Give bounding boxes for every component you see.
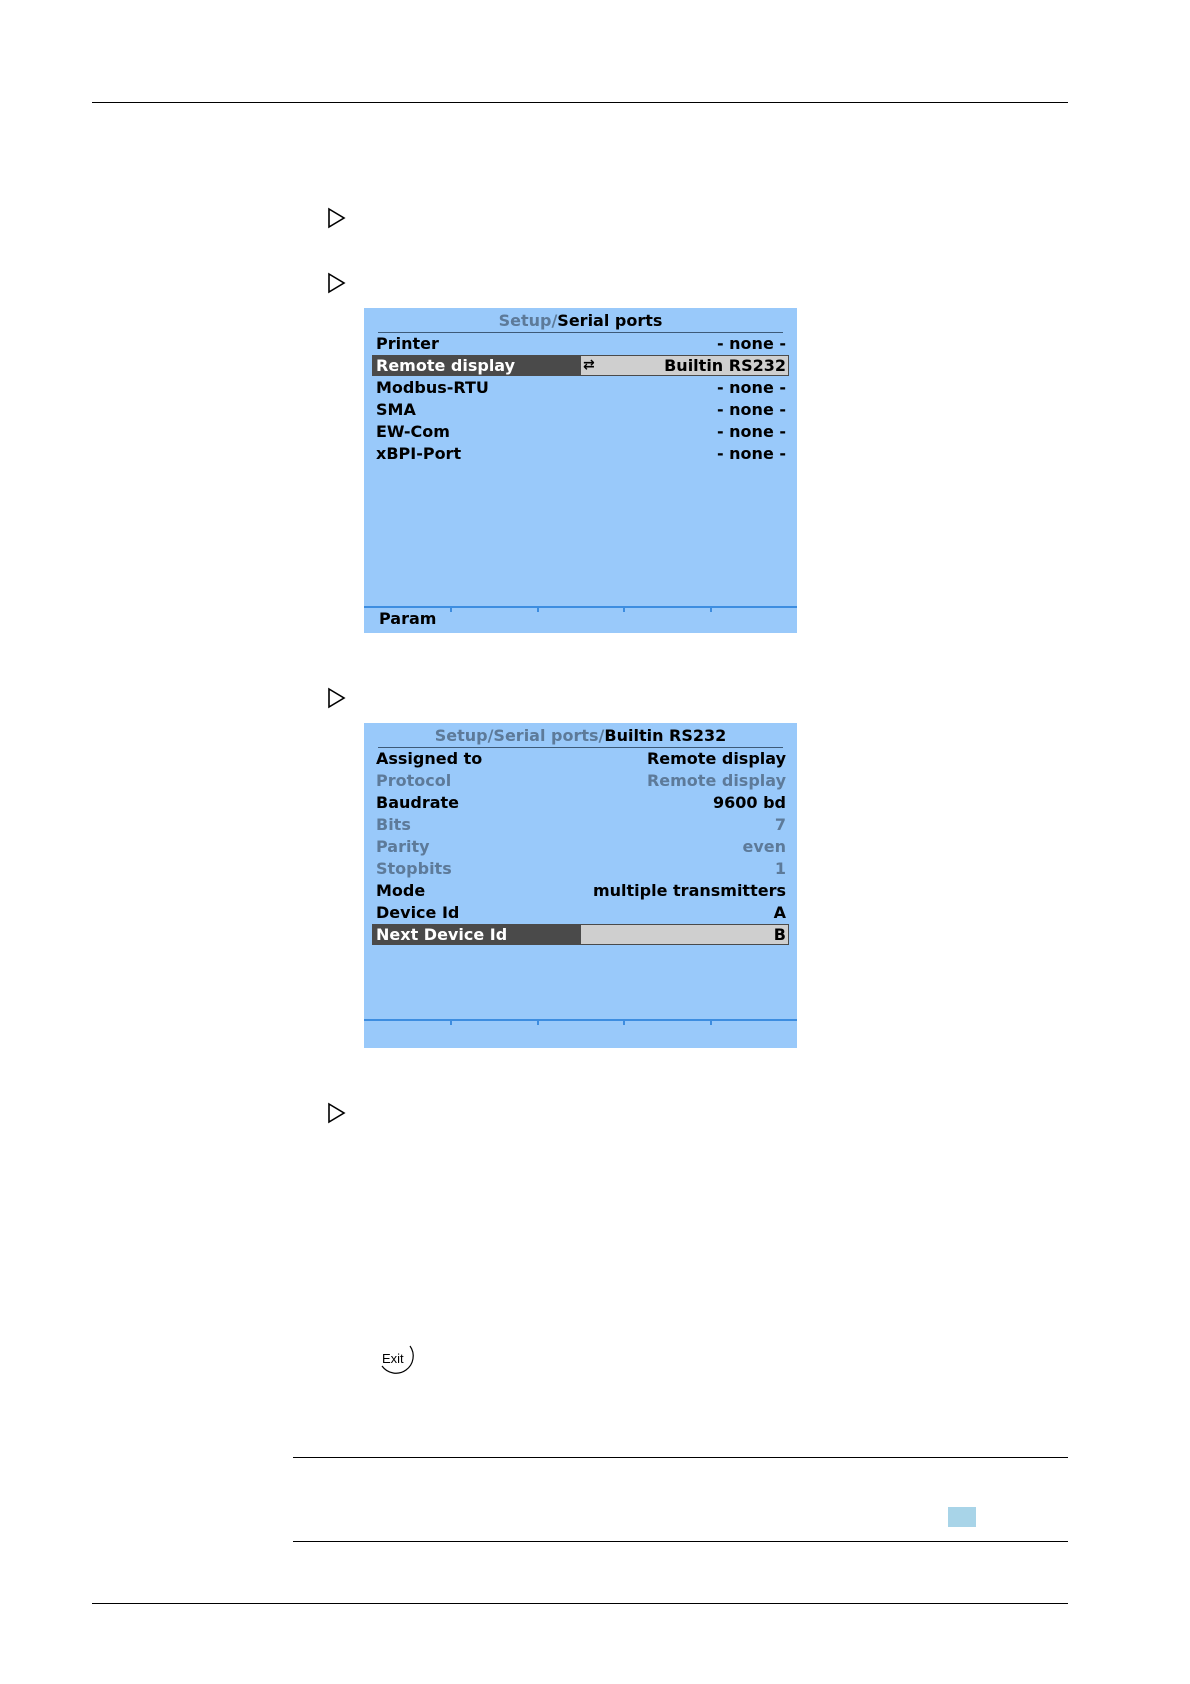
softkey-bar	[364, 606, 797, 608]
row-value: multiple transmitters	[592, 881, 786, 900]
title-current: Serial ports	[557, 311, 663, 330]
row-label: Stopbits	[376, 859, 452, 878]
softkey-divider	[450, 1019, 452, 1025]
row-value: - none -	[716, 334, 786, 353]
note-rule-bottom	[293, 1541, 1068, 1542]
softkey-divider	[623, 1019, 625, 1025]
footer-rule	[92, 1603, 1068, 1604]
param-row-protocol	[372, 770, 789, 791]
row-value: 9600 bd	[712, 793, 786, 812]
param-row-device-id[interactable]	[372, 902, 789, 923]
row-value: - none -	[716, 378, 786, 397]
note-marker	[948, 1507, 976, 1527]
row-label: Next Device Id	[376, 925, 508, 944]
row-label: SMA	[376, 400, 416, 419]
row-label: Printer	[376, 334, 439, 353]
title-path: Setup/Serial ports/	[434, 726, 605, 745]
row-value: even	[742, 837, 786, 856]
softkey-divider	[450, 606, 452, 612]
menu-row-sma[interactable]	[372, 399, 789, 420]
softkey-bar	[364, 1019, 797, 1021]
row-value: - none -	[716, 422, 786, 441]
step-arrow-icon	[326, 207, 348, 229]
screen-title	[378, 725, 783, 748]
screen-title	[378, 310, 783, 333]
header-rule	[92, 102, 1068, 103]
row-value: A	[773, 903, 786, 922]
row-value: 1	[774, 859, 786, 878]
row-value: - none -	[716, 400, 786, 419]
row-label: Baudrate	[376, 793, 460, 812]
param-softkey[interactable]: Param	[379, 609, 437, 628]
softkey-divider	[537, 606, 539, 612]
row-value: 7	[774, 815, 786, 834]
row-label: Remote display	[376, 356, 516, 375]
row-label: Protocol	[376, 771, 452, 790]
softkey-divider	[710, 1019, 712, 1025]
row-label: Device Id	[376, 903, 460, 922]
row-label: Mode	[376, 881, 426, 900]
menu-row-ew-com[interactable]	[372, 421, 789, 442]
row-label: EW-Com	[376, 422, 450, 441]
row-value: Builtin RS232	[664, 356, 786, 375]
param-row-bits	[372, 814, 789, 835]
step-arrow-icon	[326, 1102, 348, 1124]
exit-key-label: Exit	[382, 1351, 404, 1366]
builtin-rs232-screen	[364, 723, 797, 1048]
serial-ports-screen	[364, 308, 797, 633]
param-row-stopbits	[372, 858, 789, 879]
step-arrow-icon	[326, 272, 348, 294]
param-row-mode[interactable]	[372, 880, 789, 901]
note-rule-top	[293, 1457, 1068, 1458]
row-value: Remote display	[646, 749, 786, 768]
title-path: Setup/	[498, 311, 558, 330]
menu-row-remote-display[interactable]	[372, 355, 789, 376]
param-row-next-device-id[interactable]	[372, 924, 789, 945]
param-row-parity	[372, 836, 789, 857]
swap-icon: ⇄	[583, 357, 595, 373]
step-arrow-icon	[326, 687, 348, 709]
softkey-divider	[710, 606, 712, 612]
param-row-baudrate[interactable]	[372, 792, 789, 813]
row-value: B	[773, 925, 786, 944]
param-row-assigned-to[interactable]	[372, 748, 789, 769]
row-value: - none -	[716, 444, 786, 463]
softkey-divider	[537, 1019, 539, 1025]
row-value: Remote display	[646, 771, 786, 790]
title-current: Builtin RS232	[604, 726, 727, 745]
menu-row-modbus-rtu[interactable]	[372, 377, 789, 398]
row-label: Assigned to	[376, 749, 483, 768]
menu-row-printer[interactable]	[372, 333, 789, 354]
menu-row-xbpi-port[interactable]	[372, 443, 789, 464]
row-label: Parity	[376, 837, 430, 856]
row-label: Modbus-RTU	[376, 378, 489, 397]
row-label: xBPI-Port	[376, 444, 462, 463]
softkey-divider	[623, 606, 625, 612]
row-label: Bits	[376, 815, 411, 834]
